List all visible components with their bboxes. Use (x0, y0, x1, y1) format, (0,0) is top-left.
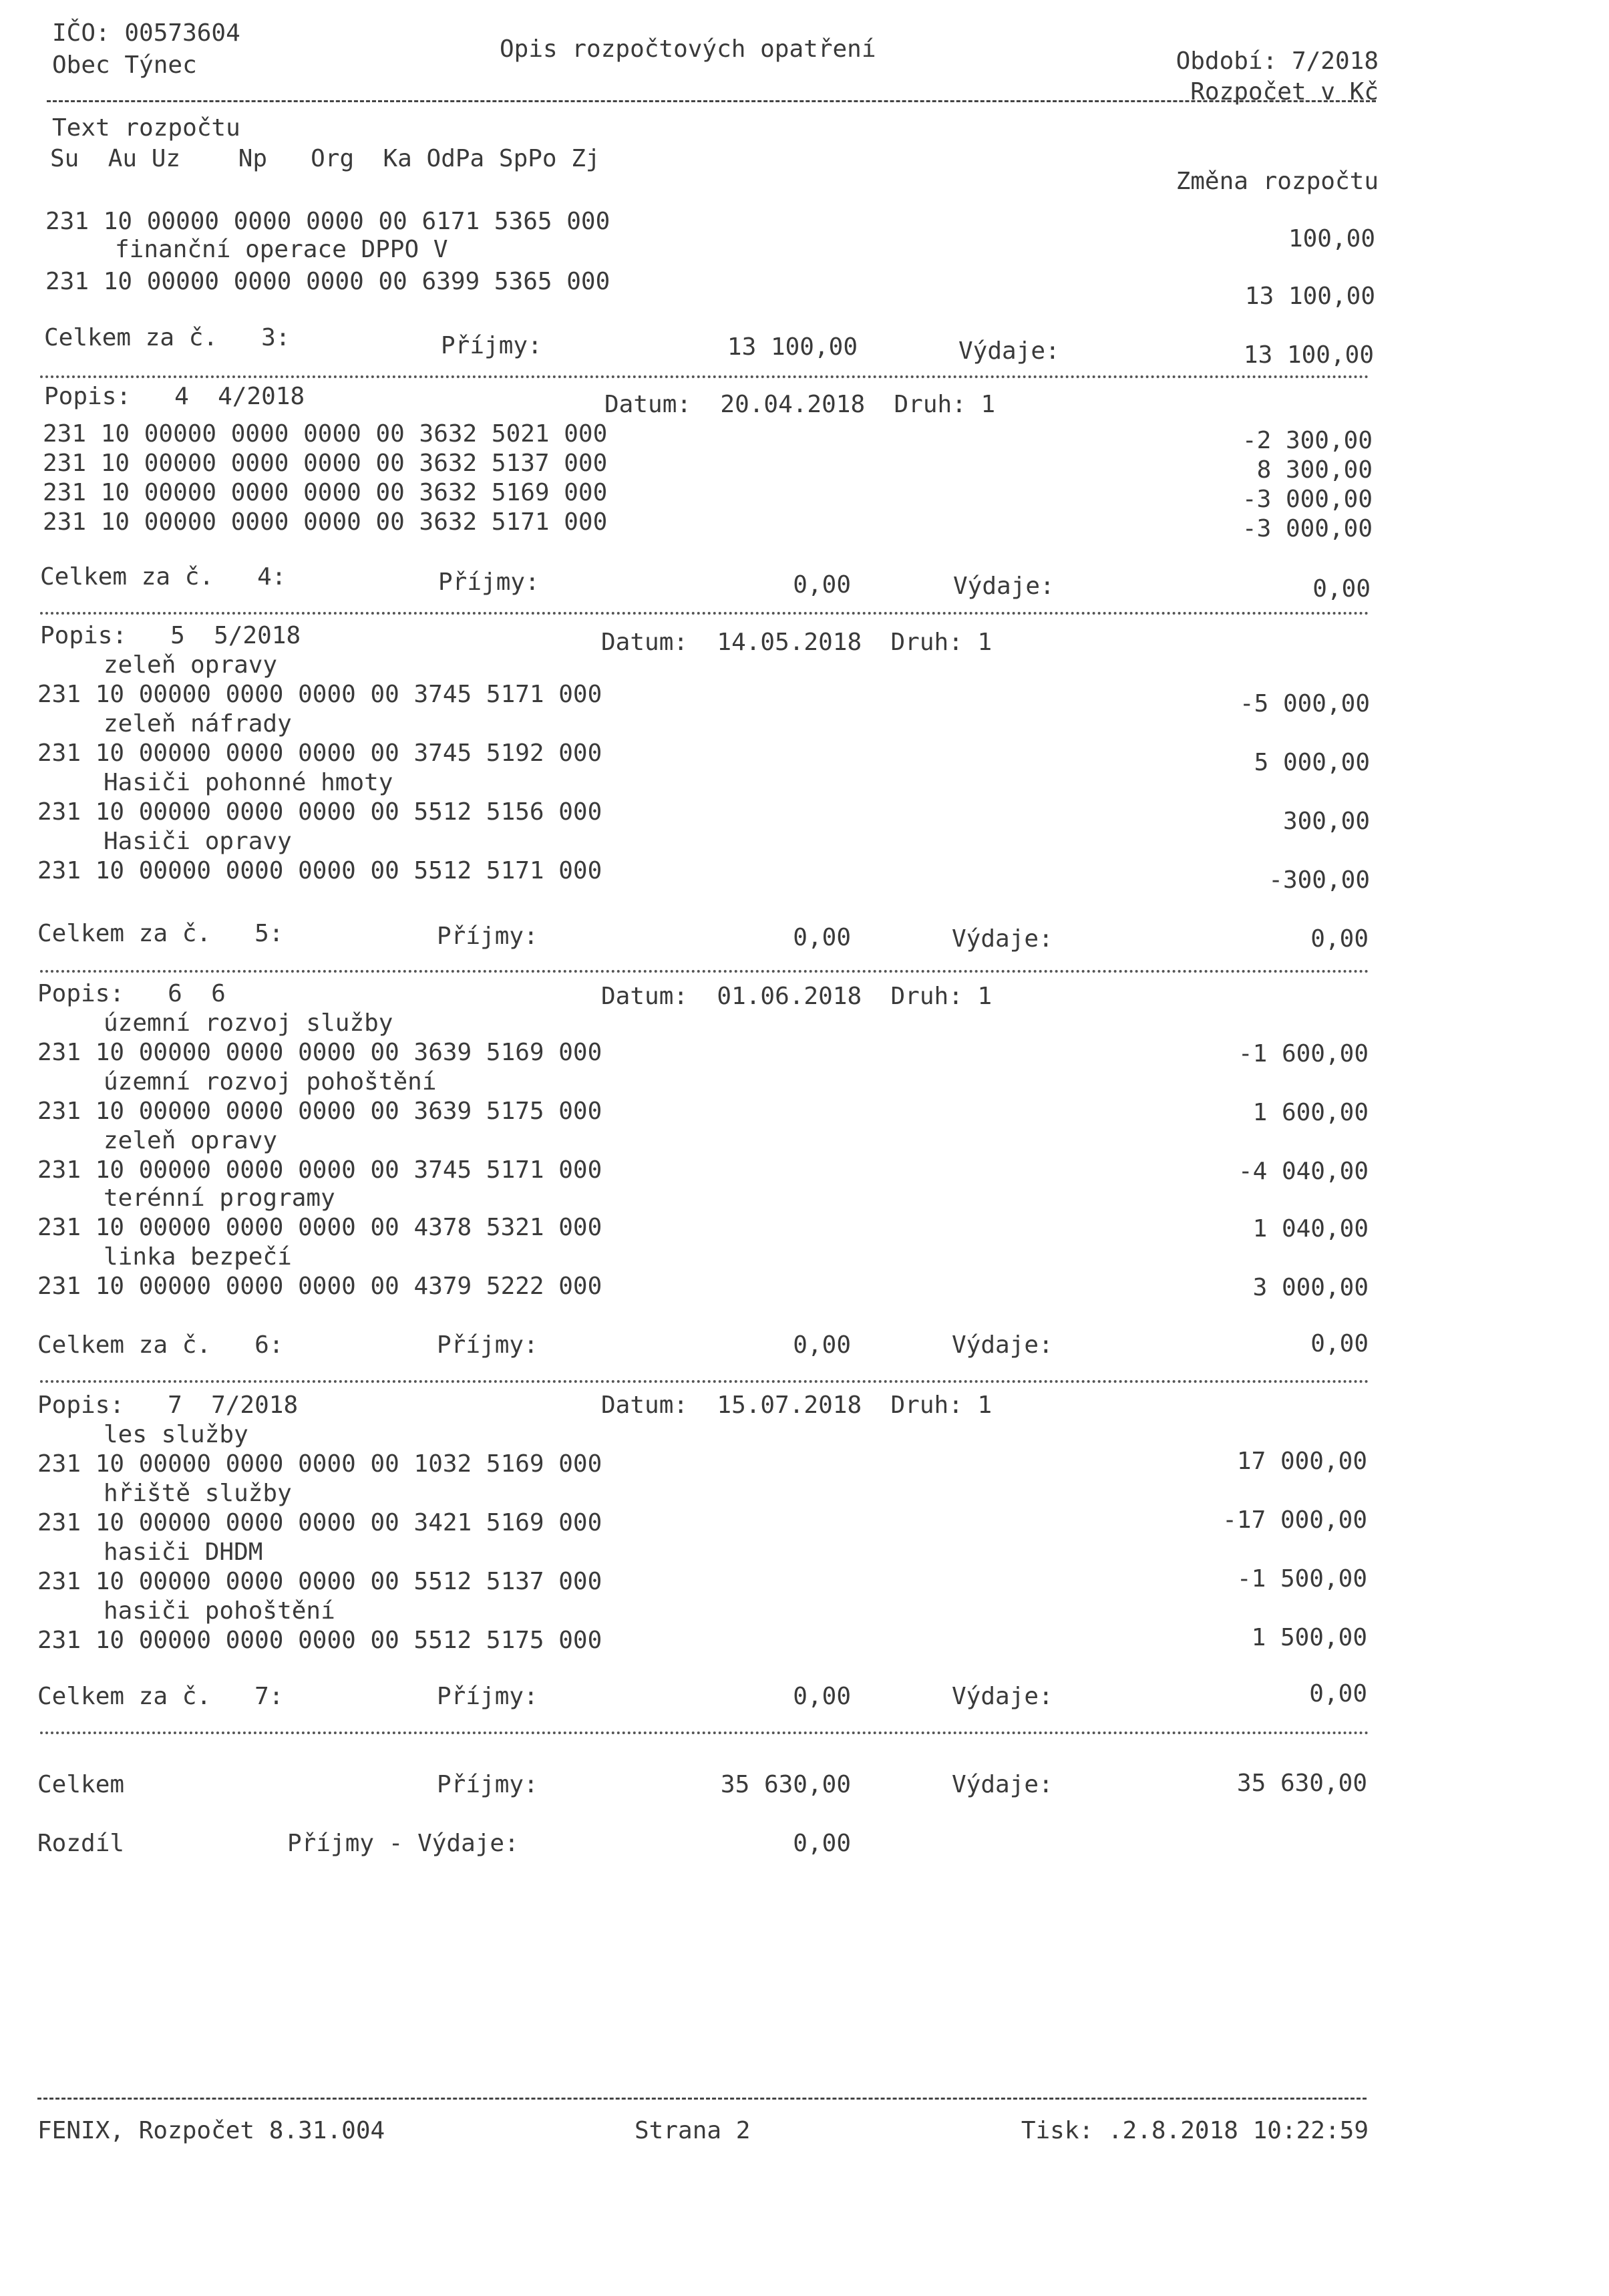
expense-label: Výdaje: (952, 925, 1053, 953)
budget-line-description: územní rozvoj pohoštění (104, 1068, 437, 1096)
budget-line-code: 231 10 00000 0000 0000 00 3639 5169 000 (37, 1039, 602, 1066)
budget-line-amount: 3 000,00 (1252, 1274, 1369, 1301)
page-number: Strana 2 (635, 2117, 751, 2144)
income-label: Příjmy: (438, 568, 540, 596)
block-income: 13 100,00 (727, 333, 858, 361)
budget-line-description: les služby (104, 1421, 248, 1448)
budget-line-code: 231 10 00000 0000 0000 00 3632 5137 000 (43, 450, 608, 477)
income-label: Příjmy: (437, 923, 538, 950)
budget-line-description: finanční operace DPPO V (115, 236, 448, 263)
budget-line-code: 231 10 00000 0000 0000 00 1032 5169 000 (37, 1450, 602, 1478)
ico-number: IČO: 00573604 (52, 19, 240, 47)
header-separator (47, 100, 1376, 102)
entry-date: Datum: 15.07.2018 Druh: 1 (601, 1391, 993, 1419)
block-total-label: Celkem za č. 5: (37, 920, 284, 947)
entry-description: Popis: 7 7/2018 (37, 1391, 299, 1419)
budget-line-code: 231 10 00000 0000 0000 00 4379 5222 000 (37, 1273, 602, 1300)
budget-line-code: 231 10 00000 0000 0000 00 3632 5171 000 (43, 508, 608, 536)
print-timestamp: Tisk: .2.8.2018 10:22:59 (1021, 2117, 1369, 2144)
block-income: 0,00 (793, 1331, 851, 1359)
block-expense: 0,00 (1312, 575, 1371, 603)
budget-line-amount: 5 000,00 (1254, 749, 1370, 776)
budget-line-amount: 1 600,00 (1252, 1099, 1369, 1126)
budget-line-amount: -2 300,00 (1242, 427, 1373, 454)
budget-line-code: 231 10 00000 0000 0000 00 3745 5171 000 (37, 1156, 602, 1184)
block-income: 0,00 (793, 924, 851, 951)
entry-date: Datum: 14.05.2018 Druh: 1 (601, 629, 993, 656)
budget-line-description: Hasiči opravy (104, 828, 292, 855)
budget-line-description: hřiště služby (104, 1480, 292, 1507)
budget-line-description: zeleň opravy (104, 651, 278, 679)
budget-line-amount: -300,00 (1268, 866, 1370, 894)
budget-line-description: zeleň náfrady (104, 710, 292, 737)
budget-line-amount: 1 500,00 (1251, 1624, 1367, 1651)
block-total-label: Celkem za č. 6: (37, 1331, 284, 1359)
block-total-label: Celkem za č. 4: (40, 563, 287, 591)
code-columns-header: Su Au Uz Np Org Ka OdPa SpPo Zj (50, 145, 600, 172)
budget-line-code: 231 10 00000 0000 0000 00 5512 5171 000 (37, 857, 602, 884)
budget-line-amount: -1 600,00 (1238, 1040, 1369, 1068)
budget-line-amount: -4 040,00 (1238, 1158, 1369, 1185)
municipality-name: Obec Týnec (52, 51, 197, 79)
income-label: Příjmy: (441, 332, 542, 359)
budget-line-amount: -1 500,00 (1236, 1565, 1367, 1593)
difference-value: 0,00 (793, 1830, 851, 1857)
budget-line-amount: 100,00 (1288, 225, 1375, 253)
budget-line-description: hasiči pohoštění (104, 1597, 335, 1625)
block-separator (40, 1732, 1369, 1734)
budget-line-description: hasiči DHDM (104, 1538, 263, 1566)
budget-line-code: 231 10 00000 0000 0000 00 5512 5156 000 (37, 798, 602, 826)
period: Období: 7/2018 (1176, 47, 1379, 75)
entry-description: Popis: 4 4/2018 (44, 383, 305, 410)
difference-label: Rozdíl (37, 1830, 125, 1857)
block-separator (40, 375, 1369, 378)
change-column-label: Změna rozpočtu (1176, 168, 1379, 195)
block-expense: 0,00 (1310, 925, 1369, 953)
block-expense: 0,00 (1310, 1330, 1369, 1357)
grand-expense-label: Výdaje: (952, 1771, 1053, 1798)
budget-line-description: linka bezpečí (104, 1243, 292, 1271)
expense-label: Výdaje: (958, 337, 1060, 365)
block-separator (40, 1380, 1369, 1383)
entry-description: Popis: 6 6 (37, 980, 226, 1007)
budget-line-amount: 17 000,00 (1236, 1448, 1367, 1475)
budget-line-code: 231 10 00000 0000 0000 00 4378 5321 000 (37, 1214, 602, 1241)
budget-line-description: terénní programy (104, 1184, 335, 1212)
budget-line-code: 231 10 00000 0000 0000 00 3745 5192 000 (37, 740, 602, 767)
budget-line-code: 231 10 00000 0000 0000 00 6171 5365 000 (45, 208, 610, 235)
budget-line-amount: 13 100,00 (1244, 283, 1375, 310)
document-title: Opis rozpočtových opatření (500, 35, 876, 63)
block-expense: 13 100,00 (1243, 341, 1374, 369)
block-income: 0,00 (793, 1683, 851, 1710)
budget-line-code: 231 10 00000 0000 0000 00 3632 5169 000 (43, 479, 608, 506)
expense-label: Výdaje: (952, 1683, 1053, 1710)
entry-date: Datum: 01.06.2018 Druh: 1 (601, 983, 993, 1010)
budget-line-amount: 8 300,00 (1256, 456, 1373, 484)
budget-line-amount: 1 040,00 (1252, 1215, 1369, 1243)
budget-line-code: 231 10 00000 0000 0000 00 3421 5169 000 (37, 1509, 602, 1536)
currency-note: Rozpočet v Kč (1190, 78, 1379, 106)
block-separator (40, 612, 1369, 615)
expense-label: Výdaje: (952, 1331, 1053, 1359)
text-column-label: Text rozpočtu (52, 114, 240, 142)
grand-income: 35 630,00 (720, 1771, 851, 1798)
budget-line-amount: -3 000,00 (1242, 486, 1373, 513)
software-version: FENIX, Rozpočet 8.31.004 (37, 2117, 385, 2144)
budget-line-code: 231 10 00000 0000 0000 00 6399 5365 000 (45, 268, 610, 295)
budget-line-description: zeleň opravy (104, 1127, 278, 1154)
budget-line-code: 231 10 00000 0000 0000 00 3745 5171 000 (37, 681, 602, 708)
budget-line-amount: 300,00 (1282, 808, 1370, 835)
expense-label: Výdaje: (953, 572, 1055, 600)
difference-formula: Příjmy - Výdaje: (287, 1830, 519, 1857)
budget-line-amount: -5 000,00 (1239, 690, 1370, 717)
budget-line-description: Hasiči pohonné hmoty (104, 769, 393, 796)
block-total-label: Celkem za č. 7: (37, 1683, 284, 1710)
budget-line-amount: -17 000,00 (1222, 1506, 1367, 1534)
budget-line-amount: -3 000,00 (1242, 515, 1373, 542)
budget-line-code: 231 10 00000 0000 0000 00 3632 5021 000 (43, 420, 608, 448)
budget-line-code: 231 10 00000 0000 0000 00 5512 5175 000 (37, 1627, 602, 1654)
income-label: Příjmy: (437, 1683, 538, 1710)
grand-income-label: Příjmy: (437, 1771, 538, 1798)
budget-line-code: 231 10 00000 0000 0000 00 3639 5175 000 (37, 1098, 602, 1125)
grand-expense: 35 630,00 (1236, 1770, 1367, 1797)
block-income: 0,00 (793, 571, 851, 599)
income-label: Příjmy: (437, 1331, 538, 1359)
block-expense: 0,00 (1309, 1680, 1367, 1707)
entry-date: Datum: 20.04.2018 Druh: 1 (604, 391, 996, 418)
block-separator (40, 970, 1369, 973)
budget-line-code: 231 10 00000 0000 0000 00 5512 5137 000 (37, 1568, 602, 1595)
grand-total-label: Celkem (37, 1771, 125, 1798)
entry-description: Popis: 5 5/2018 (40, 622, 301, 649)
block-total-label: Celkem za č. 3: (44, 324, 291, 351)
footer-separator (37, 2098, 1367, 2100)
budget-line-description: územní rozvoj služby (104, 1009, 393, 1037)
